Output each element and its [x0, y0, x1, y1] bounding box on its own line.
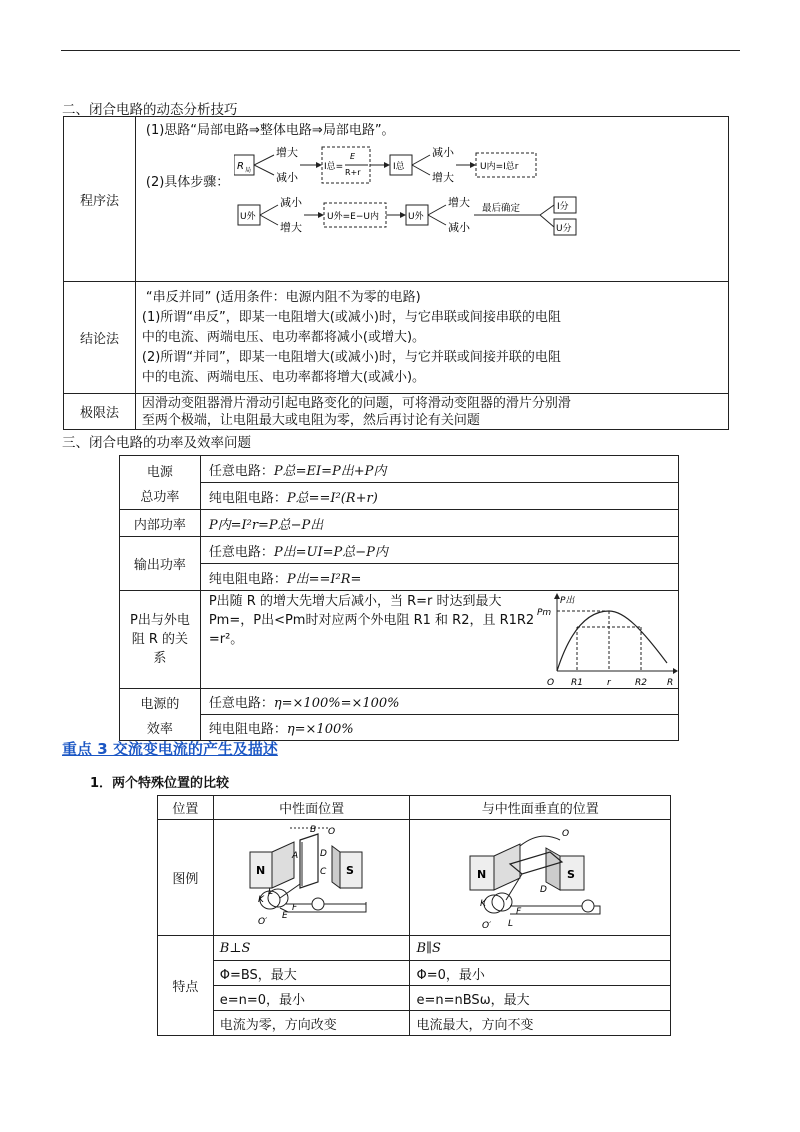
flow-dec: 减小: [279, 196, 302, 209]
shaft: [280, 884, 300, 898]
formula-cell: [200, 483, 678, 510]
formula-prefix: 任意电路：: [208, 463, 274, 479]
row-label: [120, 591, 201, 689]
fig-label-d: D: [540, 884, 548, 895]
formula-cell: [200, 564, 678, 591]
flow-label-ufen: U分: [555, 224, 572, 234]
method-label: 程序法: [64, 117, 136, 282]
method-content: [135, 394, 728, 430]
flow-label-i2: I总: [392, 162, 405, 172]
flow-inc: 增大: [447, 196, 470, 209]
perpendicular-plane-figure: [450, 822, 630, 934]
row-label-line: 阻 R 的关: [131, 632, 189, 647]
magnet-s-label: S: [567, 867, 576, 881]
method-label: 结论法: [64, 282, 136, 394]
flow-frac-den: R+r: [344, 168, 361, 177]
feature-cell: 电流为零，方向改变: [213, 1011, 410, 1036]
flow-dec: 减小: [447, 221, 470, 234]
fig-label-c: C: [319, 866, 326, 877]
fig-label-o: O: [562, 828, 570, 839]
section-title: 二、闭合电路的动态分析技巧: [62, 102, 238, 118]
magnet-s-label: S: [345, 863, 354, 877]
method-content: [135, 282, 728, 394]
subheading: 1．两个特殊位置的比较: [90, 776, 230, 791]
section-title: 三、闭合电路的功率及效率问题: [62, 435, 251, 451]
x-axis-arrow: [673, 668, 678, 674]
row-label-line: 效率: [146, 721, 173, 737]
formula-prefix: 纯电阻电路：: [208, 571, 287, 587]
magnet-n-side: [272, 842, 294, 888]
method-line: “串反并同” (适用条件：电源内阻不为零的电路): [145, 289, 421, 305]
flow-arrow: [428, 205, 446, 215]
formula: η=×100%=×100%: [273, 696, 400, 711]
fig-label-l: L: [267, 886, 273, 897]
slip-ring: [484, 895, 504, 913]
magnet-n-label: N: [477, 867, 487, 881]
formula: P总=EI=P出+P内: [273, 463, 387, 479]
flow-dec: 减小: [431, 146, 454, 159]
graph-pm-label: Pm: [536, 608, 552, 618]
formula-prefix: 任意电路：: [208, 696, 274, 711]
method-line: 因滑动变阻器滑片滑动引起电路变化的问题，可将滑动变阻器的滑片分别滑: [141, 395, 571, 411]
row-label-line: P出与外电: [129, 613, 190, 628]
flow-arrow: [540, 215, 554, 227]
method-line: (2)所谓“并同”，即某一电阻增大(或减小)时，与它并联或间接并联的电阻: [141, 349, 561, 365]
feature-cell: B⊥S: [213, 936, 410, 961]
magnet-n-label: N: [255, 863, 265, 877]
flow-dec: 减小: [275, 171, 298, 184]
graph-origin-label: O: [546, 678, 554, 687]
power-resistance-graph: [533, 591, 678, 687]
formula: P总==I²(R+r): [286, 490, 378, 506]
fig-label-d: D: [319, 848, 327, 859]
formula: P出=UI=P总−P内: [273, 544, 388, 560]
row-label-line: 电源: [146, 464, 173, 480]
flow-arrow: [260, 215, 278, 225]
circuit-wire: [324, 902, 366, 904]
formula-prefix: 纯电阻电路：: [208, 490, 287, 506]
flow-frac-num: E: [349, 152, 355, 161]
galvanometer: [582, 900, 594, 912]
method-content: [135, 117, 728, 282]
magnet-s-side: [332, 846, 340, 888]
fig-label-k: K: [480, 898, 487, 909]
flow-arrow: [260, 205, 278, 215]
flow-arrowhead: [400, 212, 406, 218]
dynamic-analysis-table: [63, 116, 729, 430]
col-header: 与中性面垂直的位置: [410, 796, 671, 820]
flow-inc: 增大: [279, 221, 302, 234]
feature-cell: 电流最大，方向不变: [410, 1011, 671, 1036]
flow-inc: 增大: [431, 171, 454, 184]
formula-prefix: 纯电阻电路：: [208, 722, 287, 737]
figure-cell: [410, 820, 671, 936]
fig-label-o2: O′: [257, 916, 267, 927]
formula-prefix: 任意电路：: [208, 544, 274, 560]
neutral-plane-figure: [232, 822, 392, 934]
formula-cell: [200, 537, 678, 564]
key-point-heading: 重点 3 交流变电流的产生及描述: [62, 740, 278, 758]
method-line: 中的电流、两端电压、电功率都将增大(或减小)。: [141, 369, 426, 385]
fig-label-f: F: [516, 906, 522, 917]
flow-final: 最后确定: [481, 203, 520, 214]
formula-cell: [200, 456, 678, 483]
flow-label-r-sub: 局: [244, 167, 251, 174]
row-label: 内部功率: [120, 510, 201, 537]
flow-arrowhead: [384, 162, 390, 168]
method-line: (2)具体步骤：: [145, 175, 230, 190]
row-label-line: 总功率: [140, 489, 180, 505]
feature-cell: Φ=BS，最大: [213, 961, 410, 986]
feature-cell: e=n=nBSω，最大: [410, 986, 671, 1011]
flow-arrow: [540, 205, 554, 215]
coil: [300, 834, 318, 888]
flow-label-i: I总=: [323, 162, 344, 172]
flow-label-uwai: U外: [239, 212, 256, 222]
procedure-flow-diagram: [234, 141, 674, 241]
row-label-line: 电源的: [140, 696, 180, 712]
feature-cell: B∥S: [410, 936, 671, 961]
flow-arrow: [428, 215, 446, 225]
formula: P出==I²R=: [286, 571, 362, 587]
flow-arrowhead: [316, 162, 322, 168]
flow-inc: 增大: [275, 146, 298, 159]
header-rule: [61, 50, 740, 51]
fig-label-k: K: [257, 894, 264, 905]
flow-arrow: [254, 165, 274, 175]
flow-arrow: [412, 165, 430, 175]
row-label-line: 系: [153, 651, 167, 666]
fig-label-o2: O′: [482, 920, 492, 931]
fig-label-a: A: [291, 850, 298, 861]
feature-cell: e=n=0，最小: [213, 986, 410, 1011]
formula-cell: [200, 689, 678, 715]
formula: P内=I²r=P总−P出: [208, 517, 324, 533]
graph-y-label: P出: [559, 596, 575, 606]
power-curve: [557, 611, 667, 671]
method-line: 至两个极端，让电阻最大或电阻为零，然后再讨论有关问题: [141, 412, 480, 428]
fig-label-b: B: [309, 824, 316, 835]
row-label: 图例: [158, 820, 214, 936]
relation-line: Pm=，P出<Pm时对应两个外电阻 R1 和 R2，且 R1R2: [208, 613, 535, 628]
formula-cell: [200, 510, 678, 537]
figure-cell: [213, 820, 410, 936]
flow-label-ifen: I分: [556, 202, 569, 212]
graph-r2-label: R2: [634, 678, 647, 687]
row-label: [120, 456, 201, 510]
col-header: 中性面位置: [213, 796, 410, 820]
fig-label-f: F: [291, 902, 297, 913]
fig-label-e: E: [281, 910, 288, 921]
row-label: 输出功率: [120, 537, 201, 591]
flow-arrow: [412, 155, 430, 165]
relation-cell: [200, 591, 678, 689]
rotation-arrow: [520, 836, 560, 846]
flow-arrow: [254, 155, 274, 165]
flow-arrowhead: [318, 212, 324, 218]
method-line: 中的电流、两端电压、电功率都将减小(或增大)。: [141, 329, 426, 345]
row-label: [120, 689, 201, 741]
power-efficiency-table: [119, 455, 679, 741]
graph-r-label: r: [606, 678, 611, 687]
graph-r1-label: R1: [570, 678, 583, 687]
col-header: 位置: [158, 796, 214, 820]
graph-x-label: R: [666, 678, 674, 687]
flow-label-unei: U内=I总r: [479, 162, 519, 172]
formula-cell: [200, 715, 678, 741]
galvanometer: [312, 898, 324, 910]
method-line: (1)思路“局部电路⇒整体电路⇒局部电路”。: [145, 123, 395, 138]
fig-label-l: L: [508, 918, 514, 929]
flow-label-uwai2: U外: [407, 212, 424, 222]
flow-label-r: R: [236, 161, 244, 172]
flow-arrowhead: [470, 162, 476, 168]
method-label: 极限法: [64, 394, 136, 430]
feature-cell: Φ=0，最小: [410, 961, 671, 986]
flow-label-uwai-calc: U外=E−U内: [326, 212, 379, 222]
special-positions-table: [157, 795, 671, 1036]
row-label: 特点: [158, 936, 214, 1036]
relation-line: P出随 R 的增大先增大后减小，当 R=r 时达到最大: [208, 594, 502, 609]
formula: η=×100%: [286, 722, 354, 737]
fig-label-o: O: [327, 826, 335, 837]
method-line: (1)所谓“串反”，即某一电阻增大(或减小)时，与它串联或间接串联的电阻: [141, 309, 561, 325]
relation-line: =r²。: [208, 632, 244, 647]
